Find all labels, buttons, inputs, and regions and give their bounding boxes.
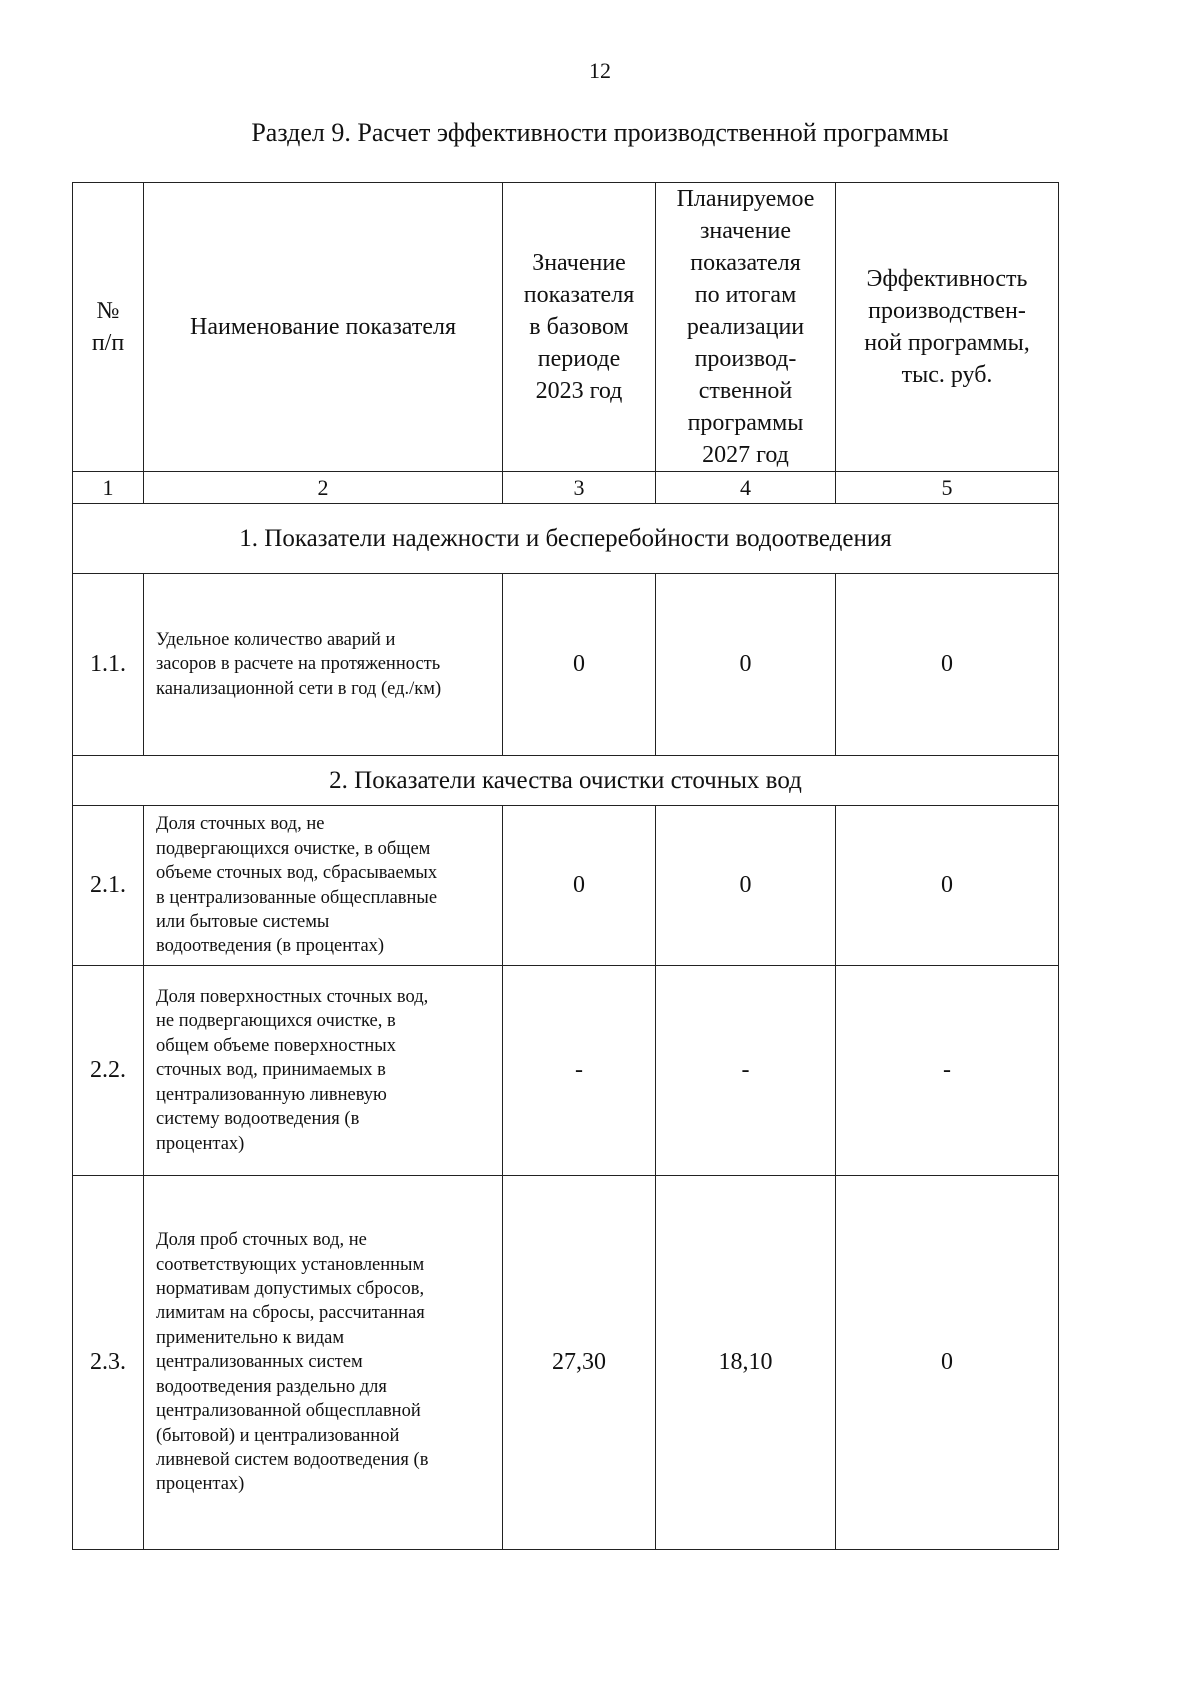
column-number: 3	[503, 472, 656, 504]
table-row	[73, 966, 1059, 1176]
column-number: 4	[656, 472, 836, 504]
efficiency-value: 0	[836, 1176, 1059, 1550]
planned-value: 18,10	[656, 1176, 836, 1550]
header-base-value: Значение показателя в базовом периоде 2023 год	[503, 183, 656, 472]
efficiency-table	[72, 182, 1059, 1550]
header-efficiency: Эффективность производствен- ной программы, тыс. руб.	[836, 183, 1059, 472]
indicator-name: Удельное количество аварий и засоров в расчете на протяженность канализационной сети в год (ед./км)	[144, 574, 503, 756]
base-value: 0	[503, 574, 656, 756]
efficiency-value: 0	[836, 806, 1059, 966]
column-number: 5	[836, 472, 1059, 504]
base-value: -	[503, 966, 656, 1176]
section-title: Раздел 9. Расчет эффективности производственной программы	[251, 118, 949, 147]
header-row	[73, 183, 1059, 472]
efficiency-value: -	[836, 966, 1059, 1176]
planned-value: 0	[656, 806, 836, 966]
page-number: 12	[589, 58, 611, 83]
header-planned-value: Планируемое значение показателя по итогам реализации производ- ственной программы 2027 год	[656, 183, 836, 472]
column-number: 2	[144, 472, 503, 504]
base-value: 27,30	[503, 1176, 656, 1550]
table-row	[73, 574, 1059, 756]
efficiency-value: 0	[836, 574, 1059, 756]
planned-value: 0	[656, 574, 836, 756]
group-title: 2. Показатели качества очистки сточных вод	[73, 756, 1059, 806]
indicator-name: Доля проб сточных вод, не соответствующих установленным нормативам допустимых сбросов, лимитам на сбросы, рассчитанная применительно к видам централизованных систем водоотведения раздельно для централизованной общесплавной (бытовой) и централизованной ливневой систем водоотведения (в процентах)	[144, 1176, 503, 1550]
row-number: 2.2.	[73, 966, 144, 1176]
table-row	[73, 806, 1059, 966]
row-number: 2.1.	[73, 806, 144, 966]
indicator-name: Доля сточных вод, не подвергающихся очистке, в общем объеме сточных вод, сбрасываемых в централизованные общесплавные или бытовые системы водоотведения (в процентах)	[144, 806, 503, 966]
header-indicator-name: Наименование показателя	[144, 183, 503, 472]
header-row-number: № п/п	[73, 183, 144, 472]
row-number: 2.3.	[73, 1176, 144, 1550]
column-number: 1	[73, 472, 144, 504]
group-row	[73, 756, 1059, 806]
group-title: 1. Показатели надежности и бесперебойности водоотведения	[73, 504, 1059, 574]
planned-value: -	[656, 966, 836, 1176]
row-number: 1.1.	[73, 574, 144, 756]
column-number-row	[73, 472, 1059, 504]
base-value: 0	[503, 806, 656, 966]
table-row	[73, 1176, 1059, 1550]
group-row	[73, 504, 1059, 574]
indicator-name: Доля поверхностных сточных вод, не подвергающихся очистке, в общем объеме поверхностных сточных вод, принимаемых в централизованную ливневую систему водоотведения (в процентах)	[144, 966, 503, 1176]
